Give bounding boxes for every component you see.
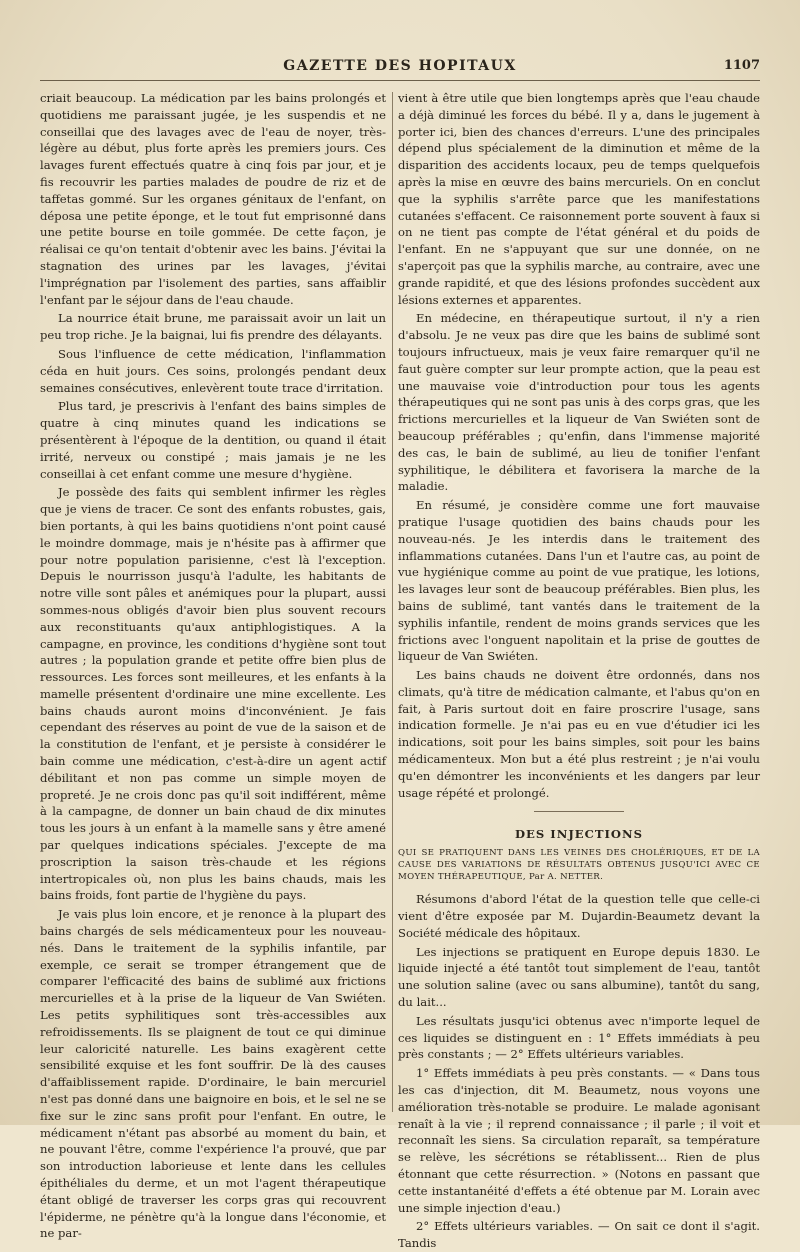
paragraph: 2° Effets ultérieurs variables. — On sait ce dont il s'agit. Tandis (398, 1219, 760, 1251)
paragraph: Les bains chauds ne doivent être ordonnés, dans nos climats, qu'à titre de médication calmante, et l'abus qu'on en fait, à Paris surtout doit en faire proscrire l'usage, sans indication formelle. Je n'ai pas eu en vue d'étudier ici les indications, soit pour les bains simples, soit pour les bains médicamenteux. Mon but a été plus restreint ; je n'ai voulu qu'en démontrer les inconvénients et les dangers par leur usage répété et prolongé. (398, 668, 760, 800)
page-number: 1107 (723, 58, 760, 73)
paragraph: Résumons d'abord l'état de la question telle que celle-ci vient d'être exposée par M. Dujardin-Beaumetz devant la Société médicale des hôpitaux. (398, 892, 760, 940)
section-author: Par A. NETTER. (528, 872, 604, 883)
right-column (398, 90, 760, 1251)
paragraph: Sous l'influence de cette médication, l'inflammation céda en huit jours. Ces soins, prolongés pendant deux semaines consécutives, enlevèrent toute trace d'irritation. (40, 346, 386, 395)
section-separator (534, 811, 624, 812)
paragraph: criait beaucoup. La médication par les bains prolongés et quotidiens me paraissant jugée, je les suspendis et ne conseillai que des lavages avec de l'eau de noyer, très-légère au début, plus forte après les premiers jours. Ces lavages furent effectués quatre à cinq fois par jour, et je fis recouvrir les parties malades de poudre de riz et de taffetas gommé. Sur les organes génitaux de l'enfant, on déposa une petite éponge, et le tout fut emprisonné dans une petite bourse en toile gommée. De cette façon, je réalisai ce qu'on tentait d'obtenir avec les bains. J'évitai la stagnation des urines par les lavages, j'évitai l'imprégnation par l'isolement des parties, sans affaiblir l'enfant par le séjour dans de l'eau chaude. (40, 91, 386, 307)
section-subtitle-text: QUI SE PRATIQUENT DANS LES VEINES DES CHOLÉRIQUES, ET DE LA CAUSE DES VARIATIONS DE RÉSULTATS OBTENUS JUSQU'ICI AVEC CE MOYEN THÉRAPEUTIQUE, (398, 848, 760, 883)
column-divider (392, 92, 393, 1112)
section-subtitle (398, 847, 760, 883)
paragraph: Les résultats jusqu'ici obtenus avec n'importe lequel de ces liquides se distinguent en : 1° Effets immédiats à peu près constants ; — 2° Effets ultérieurs variables. (398, 1013, 760, 1062)
paragraph: En résumé, je considère comme une fort mauvaise pratique l'usage quotidien des bains chauds pour les nouveau-nés. Je les interdis dans le traitement des inflammations cutanées. Dans l'un et l'autre cas, au point de vue hygiénique comme au point de vue pratique, les lotions, les lavages leur sont de beaucoup préférables. Bien plus, les bains de sublimé, tant vantés dans le traitement de la syphilis infantile, rendent de moins grands services que les frictions avec l'onguent napolitain et la prise de gouttes de liqueur de Van Swiéten. (398, 498, 760, 664)
paragraph: La nourrice était brune, me paraissait avoir un lait un peu trop riche. Je la baignai, lui fis prendre des délayants. (40, 311, 386, 343)
paragraph: 1° Effets immédiats à peu près constants. — « Dans tous les cas d'injection, dit M. Beaumetz, nous voyons une amélioration très-notable se produire. Le malade agonisant renaît à la vie ; il reprend connaissance ; il parle ; il voit et reconnaît les siens. Sa circulation reparaît, sa température se relève, les sécrétions se rétablissent... Rien de plus étonnant que cette résurrection. » (Notons en passant que cette instantanéité d'effets a été obtenue par M. Lorain avec une simple injection d'eau.) (398, 1066, 760, 1215)
journal-title: GAZETTE DES HOPITAUX (283, 58, 517, 74)
paragraph: Les injections se pratiquent en Europe depuis 1830. Le liquide injecté a été tantôt tout simplement de l'eau, tantôt une solution saline (avec ou sans albumine), tantôt du sang, du lait... (398, 944, 760, 1010)
left-column (40, 90, 386, 1241)
section-title: DES INJECTIONS (515, 827, 643, 842)
paragraph: Plus tard, je prescrivis à l'enfant des bains simples de quatre à cinq minutes quand les indications se présentèrent à l'époque de la dentition, ou quand il était irrité, nerveux ou constipé ; mais jamais je ne les conseillai à cet enfant comme une mesure d'hygiène. (40, 399, 386, 481)
page-header (40, 58, 760, 81)
paragraph: Je vais plus loin encore, et je renonce à la plupart des bains chargés de sels médicamenteux pour les nouveau-nés. Dans le traitement de la syphilis infantile, par exemple, ce serait se tromper étrangement que de comparer l'efficacité des bains de sublimé aux frictions mercurielles et à la prise de la liqueur de Van Swiéten. Les petits syphilitiques sont très-accessibles aux refroidissements. Ils se plaignent de tout ce qui diminue leur caloricité naturelle. Les bains exagèrent cette sensibilité exquise et les font souffrir. De là des causes d'affaiblissement rapide. D'ordinaire, le bain mercuriel n'est pas donné dans une baignoire en bois, et le sel ne se fixe sur le zinc sans profit pour l'enfant. En outre, le médicament n'étant pas absorbé au moment du bain, et ne pouvant l'être, comme l'expérience l'a prouvé, que par son introduction laborieuse et lente dans les cellules épithéliales du derme, et un mot l'agent thérapeutique étant obligé de traverser les corps gras qui recouvrent l'épiderme, ne pénètre qu'à la longue dans l'économie, et ne par- (40, 907, 386, 1241)
paragraph: vient à être utile que bien longtemps après que l'eau chaude a déjà diminué les forces du bébé. Il y a, dans le jugement à porter ici, bien des chances d'erreurs. L'une des principales dépend plus spécialement de la diminution et même de la disparition des accidents locaux, peu de temps quelquefois après la mise en œuvre des bains mercuriels. On en conclut que la syphilis s'arrête parce que les manifestations cutanées s'effacent. Ce raisonnement porte souvent à faux si on ne tient pas compte de l'état général et du poids de l'enfant. En ne s'appuyant que sur une donnée, on ne s'aperçoit pas que la syphilis marche, au contraire, avec une grande rapidité, et que des lésions profondes succèdent aux lésions externes et apparentes. (398, 91, 760, 307)
paragraph: En médecine, en thérapeutique surtout, il n'y a rien d'absolu. Je ne veux pas dire que les bains de sublimé sont toujours infructueux, mais je veux faire remarquer qu'il ne faut guère compter sur leur prompte action, que la peau est une mauvaise voie d'introduction pour tous les agents thérapeutiques qui ne sont pas unis à des corps gras, que les frictions mercurielles et la liqueur de Van Swiéten sont de beaucoup préférables ; qu'enfin, dans l'immense majorité des cas, le bain de sublimé, au lieu de tonifier l'enfant syphilitique, le débilitera et favorisera la marche de la maladie. (398, 311, 760, 494)
paragraph: Je possède des faits qui semblent infirmer les règles que je viens de tracer. Ce sont des enfants robustes, gais, bien portants, à qui les bains quotidiens n'ont point causé le moindre dommage, mais je n'hésite pas à affirmer que pour notre population parisienne, c'est là l'exception. Depuis le nourrisson jusqu'à l'adulte, les habitants de notre ville sont pâles et anémiques pour la plupart, aussi sommes-nous obligés d'avoir bien plus souvent recours aux reconstituants qu'aux antiphlogistiques. A la campagne, en province, les conditions d'hygiène sont tout autres ; la population grande et petite offre bien plus de ressources. Les forces sont meilleures, et les enfants à la mamelle présentent d'ordinaire une mine excellente. Les bains chauds auront moins d'inconvénient. Je fais cependant des réserves au point de vue de la saison et de la constitution de l'enfant, et je persiste à considérer le bain comme une médication, c'est-à-dire un agent actif débilitant et non pas comme un simple moyen de propreté. Je ne crois donc pas qu'il soit indifférent, même à la campagne, de donner un bain chaud de dix minutes tous les jours à un enfant à la mamelle sans y être amené par quelques indications spéciales. J'excepte de ma proscription la saison très-chaude et les régions intertropicales où, non plus les bains chauds, mais les bains froids, font partie de l'hygiène du pays. (40, 485, 386, 903)
